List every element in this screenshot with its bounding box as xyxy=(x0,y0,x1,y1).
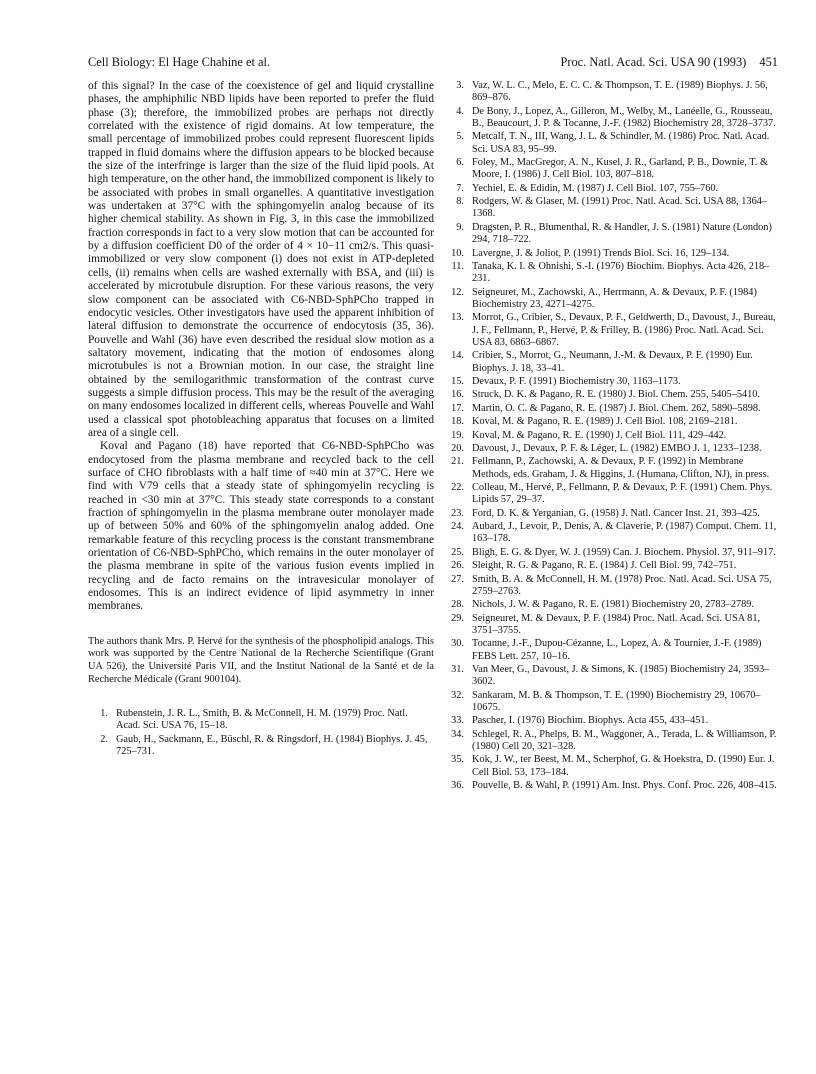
reference-text: Lavergne, J. & Joliot, P. (1991) Trends Biol. Sci. 16, 129–134. xyxy=(472,247,730,259)
reference-item xyxy=(446,560,782,572)
reference-item xyxy=(446,456,782,481)
reference-number: 10. xyxy=(451,247,464,259)
reference-text: Rubenstein, J. R. L., Smith, B. & McConnell, H. M. (1979) Proc. Natl. Acad. Sci. USA 76, 15–18. xyxy=(116,708,408,732)
reference-text: Tocanne, J.-F., Dupou-Cézanne, L., Lopez, A. & Tournier, J.-F. (1989) FEBS Lett. 257, 10–16. xyxy=(472,638,762,662)
reference-item xyxy=(446,416,782,428)
acknowledgment: The authors thank Mrs. P. Hervé for the synthesis of the phospholipid analogs. This work was supported by the Centre National de la Recherche Scientifique (Grant UA 526), the Université Paris VII, and the Institut National de la Santé et de la Recherche Médicale (Grant 900104). xyxy=(88,635,434,685)
reference-text: Kok, J. W., ter Beest, M. M., Scherphof, G. & Hoekstra, D. (1990) Eur. J. Cell Biol. 53, 173–184. xyxy=(472,754,775,778)
reference-item xyxy=(446,80,782,105)
reference-item xyxy=(446,508,782,520)
reference-number: 5. xyxy=(456,131,464,143)
reference-item xyxy=(446,521,782,546)
running-header xyxy=(88,55,778,73)
reference-number: 21. xyxy=(451,456,464,468)
reference-item xyxy=(446,312,782,349)
reference-text: Foley, M., MacGregor, A. N., Kusel, J. R., Garland, P. B., Downie, T. & Moore, I. (1986) J. Cell Biol. 103, 807–818. xyxy=(472,157,768,181)
reference-text: Koval, M. & Pagano, R. E. (1989) J. Cell Biol. 108, 2169–2181. xyxy=(472,416,738,428)
reference-text: Yechiel, E. & Edidin, M. (1987) J. Cell Biol. 107, 755–760. xyxy=(472,182,719,194)
reference-text: Van Meer, G., Davoust, J. & Simons, K. (1985) Biochemistry 24, 3593–3602. xyxy=(472,663,770,688)
reference-number: 34. xyxy=(451,728,464,740)
reference-text: Martin, O. C. & Pagano, R. E. (1987) J. Biol. Chem. 262, 5890–5898. xyxy=(472,402,761,414)
reference-text: Ford, D. K. & Yerganian, G. (1958) J. Natl. Cancer Inst. 21, 393–425. xyxy=(472,507,760,519)
body-paragraph: of this signal? In the case of the coexistence of gel and liquid crystalline phases, the amphiphilic NBD lipids have been reported to prefer the fluid phase (3); therefore, the immobilized probes are perhaps not directly correlated with the existence of rigid domains. At low temperature, the small percentage of immobilized probes could represent fluorescent lipids trapped in fluid domains where the diffusion appears to be blocked because the size of the interfringe is larger than the size of the fluid lipid pools. At high temperature, on the other hand, the immobilized component is likely to be associated with probes in small organelles. A quantitative investigation was undertaken at 37°C with the sphingomyelin analog because of its higher chemical stability. As shown in Fig. 3, in this case the immobilized fraction corresponds in fact to a very slow motion that can be accounted for by a diffusion coefficient D0 of the order of 4 × 10−11 cm2/s. This quasi-immobilized or very slow component (i) does not exist in ATP-depleted cells, (ii) remains when cells are washed externally with BSA, and (iii) is accelerated by microtubule disruption. For these various reasons, the very slow component can be associated with C6-NBD-SphPCho trapped in endocytic vesicles. Other investigators have used the apparent inhibition of lateral diffusion to demonstrate the occurrence of endocytosis (35, 36). Pouvelle and Wahl (36) have even described the residual slow motion as a saltatory movement, indicating that the motion of endosomes along microtubules is not a Brownian motion. In our case, the straight line obtained by the semilogarithmic transformation of the contrast curve suggests a simple diffusion process. This may be the result of the averaging on many endosomes localized in different cells, whereas Pouvelle and Wahl used a classical spot photobleaching apparatus that focuses on a limited area of a single cell. xyxy=(88,80,434,439)
reference-item xyxy=(446,106,782,131)
reference-text: Bligh, E. G. & Dyer, W. J. (1959) Can. J. Biochem. Physiol. 37, 911–917. xyxy=(472,546,776,558)
reference-text: Pouvelle, B. & Wahl, P. (1991) Am. Inst. Phys. Conf. Proc. 226, 408–415. xyxy=(472,780,777,792)
reference-number: 7. xyxy=(456,182,464,194)
references-list-left xyxy=(88,708,434,758)
header-journal: Proc. Natl. Acad. Sci. USA 90 (1993) xyxy=(560,55,747,69)
reference-text: Cribier, S., Morrot, G., Neumann, J.-M. & Devaux, P. F. (1990) Eur. Biophys. J. 18, 33–41. xyxy=(472,350,753,374)
reference-item xyxy=(446,350,782,375)
reference-text: Seigneuret, M., Zachowski, A., Herrmann, A. & Devaux, P. F. (1984) Biochemistry 23, 4271–4275. xyxy=(472,286,757,310)
reference-text: Koval, M. & Pagano, R. E. (1990) J. Cell Biol. 111, 429–442. xyxy=(472,429,727,441)
reference-item xyxy=(446,222,782,247)
reference-text: Fellmann, P., Zachowski, A. & Devaux, P. F. (1992) in Membrane Methods, eds. Graham, J. & Higgins, J. (Humana, Clifton, NJ), in press. xyxy=(472,456,770,480)
left-column xyxy=(88,80,434,760)
reference-number: 22. xyxy=(451,481,464,493)
references-list-right xyxy=(446,80,782,794)
reference-item xyxy=(446,599,782,611)
reference-text: Seigneuret, M. & Devaux, P. F. (1984) Proc. Natl. Acad. Sci. USA 81, 3751–3755. xyxy=(472,612,761,636)
reference-number: 12. xyxy=(451,286,464,298)
reference-item xyxy=(446,729,782,754)
reference-text: Vaz, W. L. C., Melo, E. C. C. & Thompson, T. E. (1989) Biophys. J. 56, 869–876. xyxy=(472,80,768,104)
reference-text: Morrot, G., Cribier, S., Devaux, P. F., Geldwerth, D., Davoust, J., Bureau, J. F., Fellmann, P., Hervé, P. & Frilley, B. (1986) Proc. Natl. Acad. Sci. USA 83, 6863–6867. xyxy=(472,312,776,348)
reference-item xyxy=(446,547,782,559)
reference-text: Schlegel, R. A., Phelps, B. M., Waggoner, A., Terada, L. & Williamson, P. (1980) Cell 20, 321–328. xyxy=(472,728,777,753)
body-paragraph: Koval and Pagano (18) have reported that C6-NBD-SphPCho was endocytosed from the plasma membrane and recycled back to the cell surface of CHO fibroblasts with a half time of ≈40 min at 37°C. Here we find with V79 cells that a steady state of sphingomyelin recycling is reached in <30 min at 37°C. This steady state corresponds to a constant fraction of sphingomyelin in the plasma membrane outer monolayer made up of between 50% and 60% of the sphingomyelin analog added. One remarkable feature of this recycling process is the constant transmembrane orientation of C6-NBD-SphPCho, which remains in the outer monolayer of the plasma membrane in spite of the various fusion events implied in recycling and de facto remains on the intravesicular monolayer of endosomes. This is an indirect evidence of lipid asymmetry in inner membranes. xyxy=(88,440,434,613)
reference-number: 17. xyxy=(451,402,464,414)
reference-number: 19. xyxy=(451,429,464,441)
reference-item xyxy=(446,157,782,182)
reference-number: 24. xyxy=(451,521,464,533)
reference-number: 26. xyxy=(451,560,464,572)
reference-number: 30. xyxy=(451,638,464,650)
reference-item xyxy=(446,690,782,715)
reference-text: Sleight, R. G. & Pagano, R. E. (1984) J. Cell Biol. 99, 742–751. xyxy=(472,560,737,572)
reference-item xyxy=(446,613,782,638)
reference-number: 25. xyxy=(451,546,464,558)
reference-text: Struck, D. K. & Pagano, R. E. (1980) J. Biol. Chem. 255, 5405–5410. xyxy=(472,389,761,401)
reference-text: Metcalf, T. N., III, Wang, J. L. & Schindler, M. (1986) Proc. Natl. Acad. Sci. USA 83, 95–99. xyxy=(472,131,770,155)
reference-item xyxy=(446,261,782,286)
reference-item xyxy=(446,196,782,221)
reference-item xyxy=(446,715,782,727)
reference-item xyxy=(446,131,782,156)
reference-text: Dragsten, P. R., Blumenthal, R. & Handler, J. S. (1981) Nature (London) 294, 718–722. xyxy=(472,221,772,246)
reference-item xyxy=(446,287,782,312)
reference-number: 20. xyxy=(451,442,464,454)
reference-text: Aubard, J., Levoir, P., Denis, A. & Claverie, P. (1987) Comput. Chem. 11, 163–178. xyxy=(472,521,777,545)
reference-number: 27. xyxy=(451,573,464,585)
reference-number: 6. xyxy=(456,157,464,169)
reference-item xyxy=(446,389,782,401)
reference-number: 13. xyxy=(451,312,464,324)
reference-item xyxy=(446,482,782,507)
reference-number: 14. xyxy=(451,350,464,362)
reference-number: 16. xyxy=(451,389,464,401)
reference-text: Pascher, I. (1976) Biochim. Biophys. Acta 455, 433–451. xyxy=(472,715,709,727)
reference-text: Tanaka, K. I. & Ohnishi, S.-I. (1976) Biochim. Biophys. Acta 426, 218–231. xyxy=(472,260,770,285)
reference-item xyxy=(446,248,782,260)
reference-text: Nichols, J. W. & Pagano, R. E. (1981) Biochemistry 20, 2783–2789. xyxy=(472,599,755,611)
reference-text: Colleau, M., Hervé, P., Fellmann, P. & Devaux, P. F. (1991) Chem. Phys. Lipids 57, 29–37. xyxy=(472,481,773,506)
reference-number: 9. xyxy=(456,221,464,233)
reference-item xyxy=(446,664,782,689)
reference-item xyxy=(446,376,782,388)
reference-item xyxy=(446,183,782,195)
reference-item xyxy=(446,780,782,792)
reference-number: 35. xyxy=(451,754,464,766)
reference-item xyxy=(446,430,782,442)
reference-number: 1. xyxy=(100,708,108,720)
discussion-text xyxy=(88,80,434,614)
reference-item xyxy=(88,708,434,733)
reference-number: 15. xyxy=(451,375,464,387)
reference-number: 31. xyxy=(451,663,464,675)
reference-text: De Bony, J., Lopez, A., Gilleron, M., Welby, M., Lanéelle, G., Rousseau, B., Beaucourt, J. P. & Tocanne, J.-F. (1982) Biochemistry 28, 3728–3737. xyxy=(472,105,776,129)
reference-number: 32. xyxy=(451,689,464,701)
reference-number: 18. xyxy=(451,416,464,428)
reference-number: 33. xyxy=(451,715,464,727)
reference-number: 8. xyxy=(456,196,464,208)
reference-number: 11. xyxy=(451,260,464,272)
reference-item xyxy=(88,734,434,759)
reference-number: 4. xyxy=(456,105,464,117)
reference-text: Smith, B. A. & McConnell, H. M. (1978) Proc. Natl. Acad. Sci. USA 75, 2759–2763. xyxy=(472,573,772,597)
reference-item xyxy=(446,403,782,415)
header-section-authors: Cell Biology: El Hage Chahine et al. xyxy=(88,55,271,69)
reference-text: Devaux, P. F. (1991) Biochemistry 30, 1163–1173. xyxy=(472,375,681,387)
header-journal-block xyxy=(550,55,778,70)
reference-number: 29. xyxy=(451,612,464,624)
reference-number: 36. xyxy=(451,780,464,792)
reference-item xyxy=(446,754,782,779)
reference-text: Sankaram, M. B. & Thompson, T. E. (1990) Biochemistry 29, 10670–10675. xyxy=(472,689,761,713)
reference-text: Gaub, H., Sackmann, E., Büschl, R. & Ringsdorf, H. (1984) Biophys. J. 45, 725–731. xyxy=(116,733,428,758)
page-number: 451 xyxy=(759,55,778,69)
reference-text: Davoust, J., Devaux, P. F. & Léger, L. (1982) EMBO J. 1, 1233–1238. xyxy=(472,442,762,454)
reference-item xyxy=(446,574,782,599)
reference-number: 23. xyxy=(451,507,464,519)
reference-item xyxy=(446,443,782,455)
reference-number: 28. xyxy=(451,599,464,611)
reference-number: 3. xyxy=(456,80,464,91)
reference-item xyxy=(446,638,782,663)
reference-number: 2. xyxy=(100,733,108,745)
reference-text: Rodgers, W. & Glaser, M. (1991) Proc. Natl. Acad. Sci. USA 88, 1364–1368. xyxy=(472,196,768,220)
